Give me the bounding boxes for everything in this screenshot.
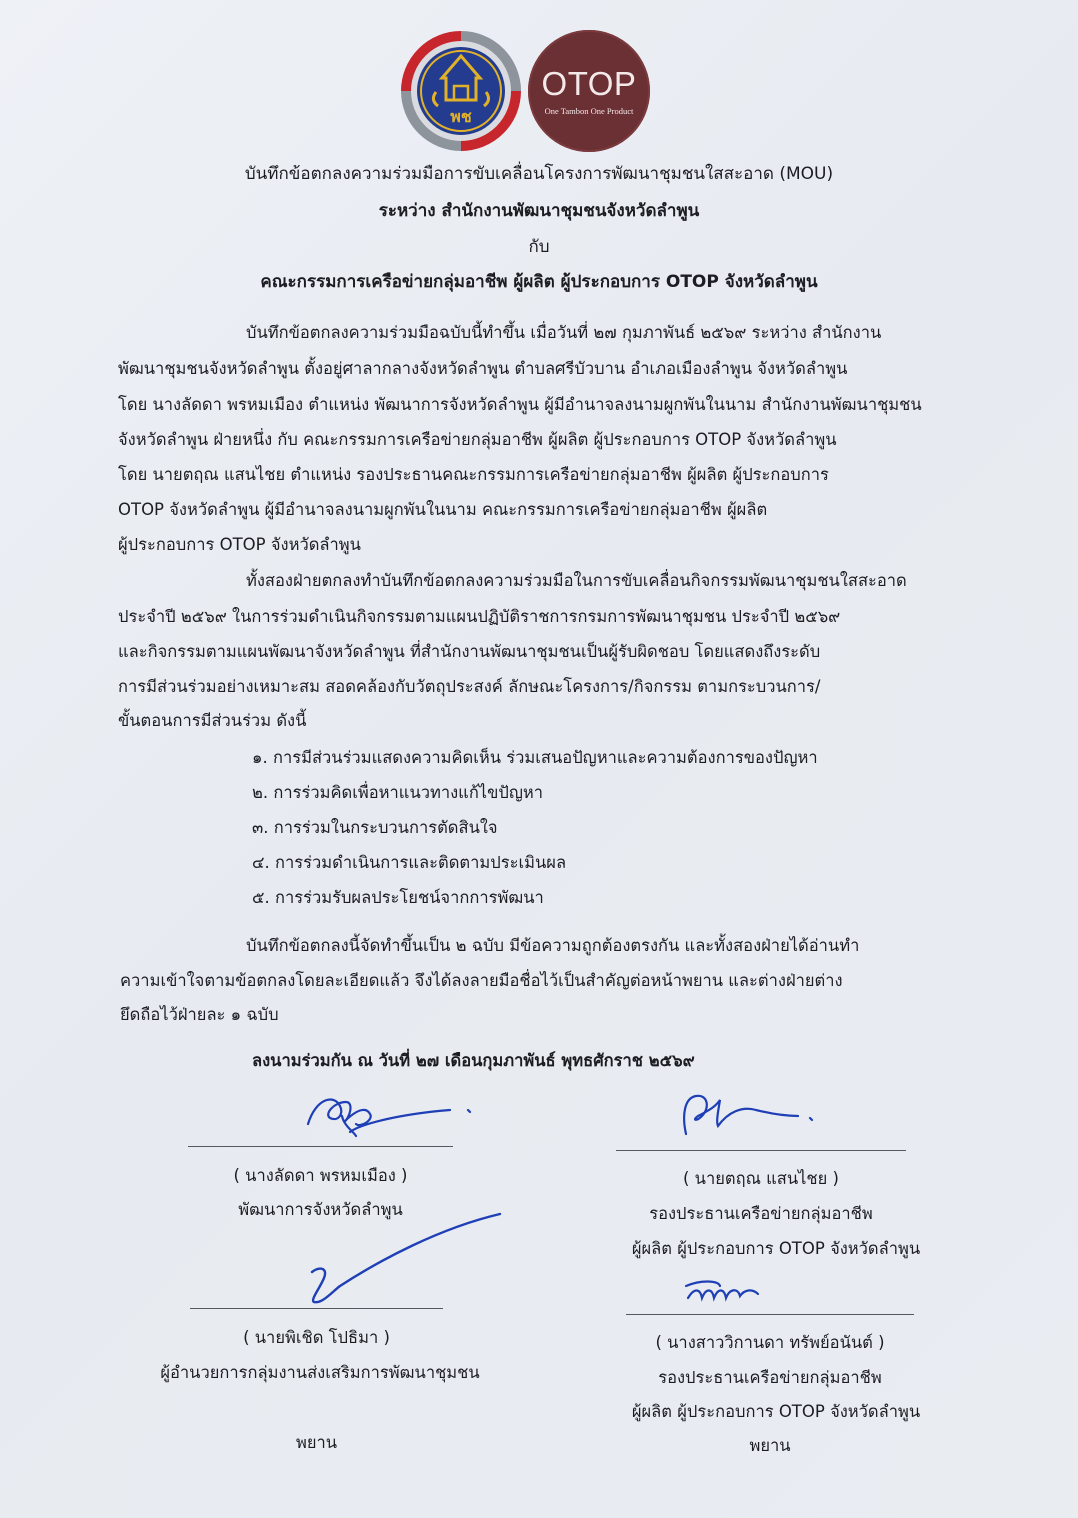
para2-line: ขั้นตอนการมีส่วนร่วม ดังนี้ — [118, 711, 307, 730]
signatory-title: ผู้ผลิต ผู้ประกอบการ OTOP จังหวัดลำพูน — [631, 1239, 921, 1258]
para3-line: ยึดถือไว้ฝ่ายละ ๑ ฉบับ — [120, 1005, 279, 1024]
list-item: ๕. การร่วมรับผลประโยชน์จากการพัฒนา — [252, 888, 544, 907]
signature-right-bottom — [680, 1276, 770, 1308]
signatory-title: ผู้ผลิต ผู้ประกอบการ OTOP จังหวัดลำพูน — [631, 1402, 921, 1421]
para2-line: และกิจกรรมตามแผนพัฒนาจังหวัดลำพูน ที่สำนักงานพัฒนาชุมชนเป็นผู้รับผิดชอบ โดยแสดงถึงระดับ — [118, 642, 821, 661]
doc-party-two: คณะกรรมการเครือข่ายกลุ่มอาชีพ ผู้ผลิต ผู้ประกอบการ OTOP จังหวัดลำพูน — [260, 272, 818, 292]
signatory-title: รองประธานเครือข่ายกลุ่มอาชีพ — [658, 1368, 882, 1387]
signature-right-top — [676, 1086, 826, 1142]
doc-title: บันทึกข้อตกลงความร่วมมือการขับเคลื่อนโครงการพัฒนาชุมชนใสสะอาด (MOU) — [244, 164, 834, 184]
logo-header — [400, 30, 660, 150]
para3-line: ความเข้าใจตามข้อตกลงโดยละเอียดแล้ว จึงได้ลงลายมือชื่อไว้เป็นสำคัญต่อหน้าพยาน และต่างฝ่ายต่าง — [120, 971, 843, 990]
para2-line: ประจำปี ๒๕๖๙ ในการร่วมดำเนินกิจกรรมตามแผนปฏิบัติราชการกรมการพัฒนาชุมชน ประจำปี ๒๕๖๙ — [118, 607, 841, 626]
para3-line: บันทึกข้อตกลงนี้จัดทำขึ้นเป็น ๒ ฉบับ มีข้อความถูกต้องตรงกัน และทั้งสองฝ่ายได้อ่านทำ — [246, 936, 860, 955]
para1-line: OTOP จังหวัดลำพูน ผู้มีอำนาจลงนามผูกพันในนาม คณะกรรมการเครือข่ายกลุ่มอาชีพ ผู้ผลิต — [118, 500, 768, 519]
signature-line — [188, 1146, 453, 1147]
signature-line — [190, 1308, 443, 1309]
witness-label: พยาน — [295, 1433, 338, 1452]
signatory-name: ( นางลัดดา พรหมเมือง ) — [233, 1166, 408, 1185]
signature-line — [616, 1150, 906, 1151]
para1-line: โดย นายตฤณ แสนไชย ตำแหน่ง รองประธานคณะกรรมการเครือข่ายกลุ่มอาชีพ ผู้ผลิต ผู้ประกอบการ — [118, 465, 829, 484]
list-item: ๒. การร่วมคิดเพื่อหาแนวทางแก้ไขปัญหา — [252, 783, 544, 802]
para1-line: ผู้ประกอบการ OTOP จังหวัดลำพูน — [118, 535, 361, 554]
doc-with: กับ — [528, 237, 550, 257]
doc-between: ระหว่าง สำนักงานพัฒนาชุมชนจังหวัดลำพูน — [378, 201, 700, 221]
para1-line: จังหวัดลำพูน ฝ่ายหนึ่ง กับ คณะกรรมการเครือข่ายกลุ่มอาชีพ ผู้ผลิต ผู้ประกอบการ OTOP จังหวัดลำพูน — [118, 430, 837, 449]
witness-label: พยาน — [749, 1436, 791, 1455]
signatory-name: ( นายพิเชิด โปธิมา ) — [243, 1328, 390, 1347]
para2-line: ทั้งสองฝ่ายตกลงทำบันทึกข้อตกลงความร่วมมือในการขับเคลื่อนกิจกรรมพัฒนาชุมชนใสสะอาด — [246, 571, 907, 590]
svg-text:พช: พช — [450, 107, 472, 126]
list-item: ๔. การร่วมดำเนินการและติดตามประเมินผล — [252, 853, 567, 872]
signatory-title: พัฒนาการจังหวัดลำพูน — [238, 1200, 403, 1219]
signatory-title: รองประธานเครือข่ายกลุ่มอาชีพ — [649, 1204, 873, 1223]
list-item: ๑. การมีส่วนร่วมแสดงความคิดเห็น ร่วมเสนอปัญหาและความต้องการของปัญหา — [252, 748, 818, 767]
otop-logo-word: OTOP — [541, 64, 637, 102]
otop-logo — [528, 30, 650, 152]
para2-line: การมีส่วนร่วมอย่างเหมาะสม สอดคล้องกับวัตถุประสงค์ ลักษณะโครงการ/กิจกรรม ตามกระบวนการ/ — [118, 677, 821, 696]
signature-left-bottom — [300, 1208, 510, 1308]
signature-line — [626, 1314, 914, 1315]
cdd-logo-icon — [400, 30, 522, 152]
list-item: ๓. การร่วมในกระบวนการตัดสินใจ — [252, 818, 498, 837]
signature-left-top — [300, 1088, 480, 1140]
signatory-name: ( นายตฤณ แสนไชย ) — [683, 1169, 839, 1188]
para1-line: พัฒนาชุมชนจังหวัดลำพูน ตั้งอยู่ศาลากลางจังหวัดลำพูน ตำบลศรีบัวบาน อำเภอเมืองลำพูน จังหวัดลำพูน — [118, 359, 848, 378]
signatory-title: ผู้อำนวยการกลุ่มงานส่งเสริมการพัฒนาชุมชน — [160, 1363, 480, 1382]
signatory-name: ( นางสาววิกานดา ทรัพย์อนันต์ ) — [655, 1333, 885, 1352]
para1-line: โดย นางลัดดา พรหมเมือง ตำแหน่ง พัฒนาการจังหวัดลำพูน ผู้มีอำนาจลงนามผูกพันในนาม สำนักงานพัฒนาชุมชน — [118, 395, 922, 414]
otop-logo-tagline: One Tambon One Product — [544, 105, 634, 116]
signing-date: ลงนามร่วมกัน ณ วันที่ ๒๗ เดือนกุมภาพันธ์ พุทธศักราช ๒๕๖๙ — [252, 1051, 695, 1070]
para1-line: บันทึกข้อตกลงความร่วมมือฉบับนี้ทำขึ้น เมื่อวันที่ ๒๗ กุมภาพันธ์ ๒๕๖๙ ระหว่าง สำนักงาน — [246, 323, 882, 342]
